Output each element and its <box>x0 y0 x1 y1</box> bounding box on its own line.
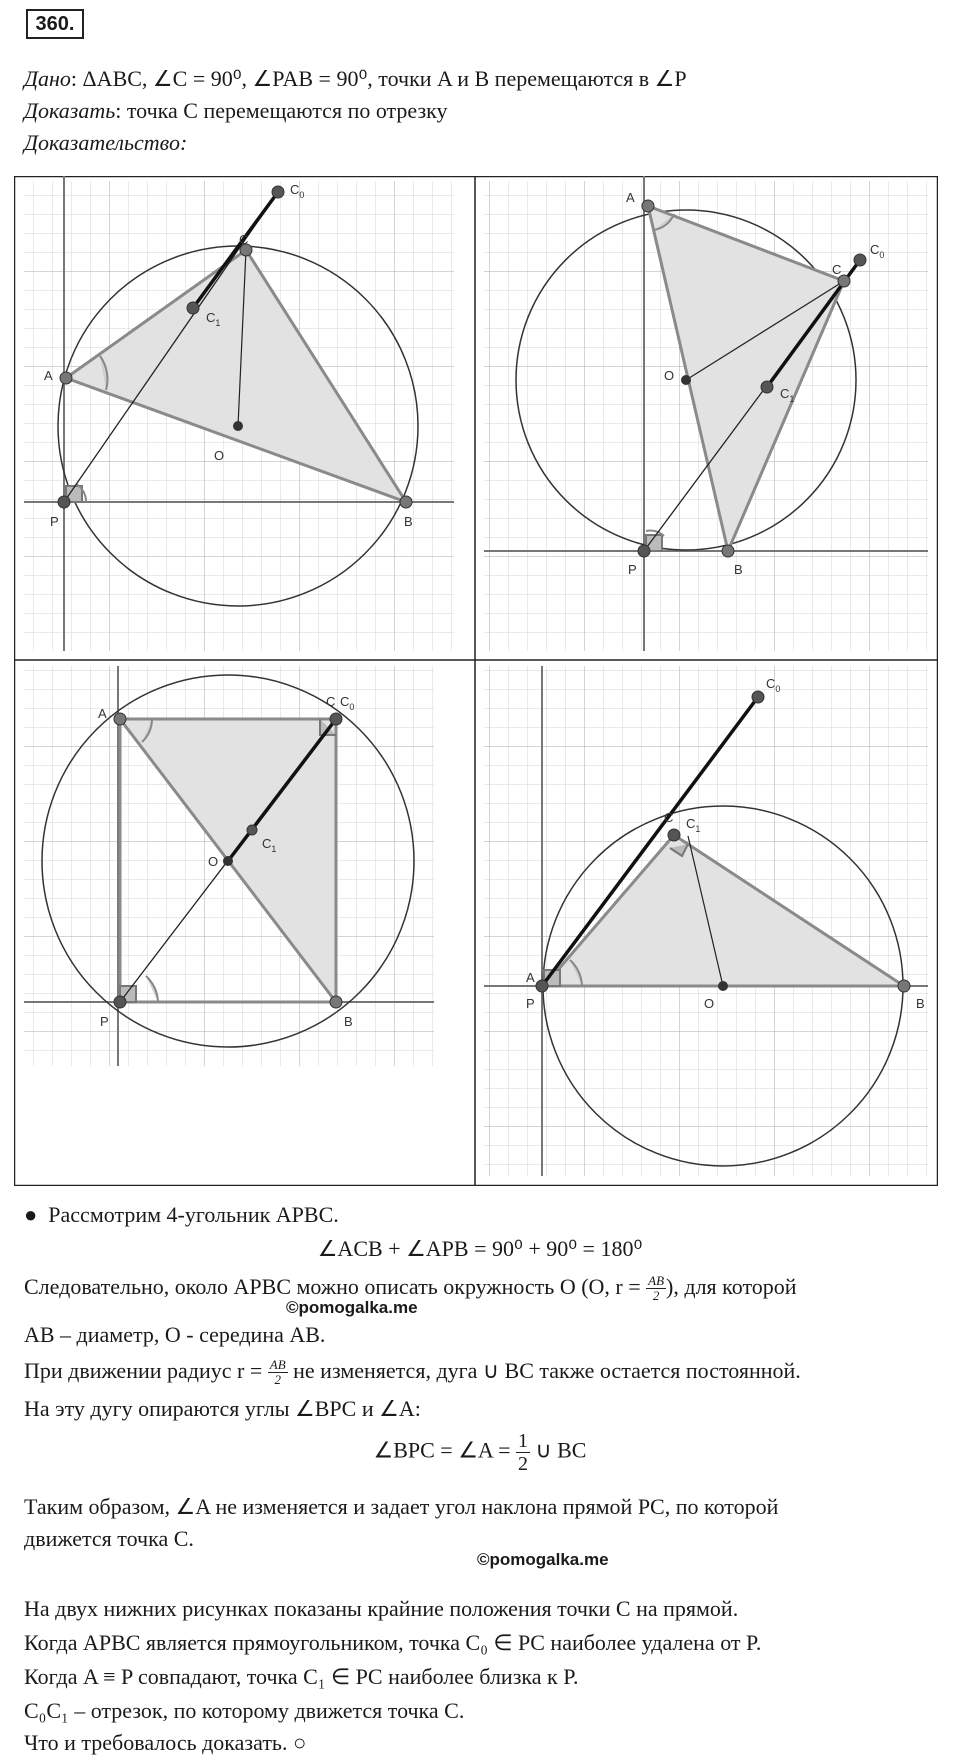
watermark-1: ©pomogalka.me <box>286 1298 418 1317</box>
fraction-1-2: $\frac{1}{2}$ <box>518 1430 529 1475</box>
label-b-1: B <box>404 514 413 529</box>
given-label: Дано <box>24 66 71 91</box>
label-c-4: C <box>664 810 674 825</box>
equation-2: ∠BPC = ∠A = $\frac{1}{2}$ ∪ BC <box>373 1430 587 1475</box>
label-c0-2: $C_0$ <box>870 242 885 260</box>
prove-label: Доказать <box>24 98 116 123</box>
label-a-3: A <box>98 706 107 721</box>
label-o-2: O <box>664 368 675 383</box>
given-line <box>24 66 687 92</box>
body-line-12: Что и требовалось доказать. ○ <box>24 1730 307 1755</box>
figure-2 <box>484 176 928 651</box>
body-line-9: Когда APBC является прямоугольником, точка C₀ ∈ PC наиболее удалена от P. <box>24 1630 762 1655</box>
body-line-11: C₀C₁ – отрезок, по которому движется точка C. <box>24 1698 465 1723</box>
label-c0-1: $C_0$ <box>290 182 305 200</box>
body-line-5: На эту дугу опираются углы ∠BPC и ∠A: <box>24 1396 421 1421</box>
label-a-1: A <box>44 368 53 383</box>
label-b-4: B <box>916 996 925 1011</box>
body-line-6: Таким образом, ∠A не изменяется и задает угол наклона прямой PC, по которой <box>24 1494 779 1519</box>
label-o-4: O <box>704 996 715 1011</box>
label-p-1: P <box>50 514 59 529</box>
body-line-2: Следовательно, около APBC можно описать окружность O (O, r = $\frac{AB}{2}$ ), для которой <box>24 1273 797 1304</box>
equation-1: ∠ACB + ∠APB = 90⁰ + 90⁰ = 180⁰ <box>317 1236 643 1261</box>
figure-1 <box>24 176 454 651</box>
figure-3 <box>24 666 434 1066</box>
label-a-2: A <box>626 190 635 205</box>
fraction-ab-2b: $\frac{AB}{2}$ <box>269 1357 286 1388</box>
bullet: ● <box>24 1202 49 1227</box>
label-c1-3: $C_1$ <box>262 836 277 854</box>
prove-text: : точка C перемещаются по отрезку <box>115 98 448 123</box>
label-c0-4: $C_0$ <box>766 676 781 694</box>
label-a-4: A <box>526 970 535 985</box>
proof-label: Доказательство: <box>24 130 188 155</box>
label-p-4: P <box>526 996 535 1011</box>
label-o-1: O <box>214 448 225 463</box>
figures-grid <box>14 176 938 1186</box>
problem-number: 360. <box>26 9 84 39</box>
body-line-3: AB – диаметр, O - середина AB. <box>24 1322 326 1347</box>
given-text: : ΔABC, ∠C = 90⁰, ∠PAB = 90⁰, точки A и B перемещаются в ∠P <box>70 66 687 91</box>
label-c-1: C <box>239 232 249 247</box>
label-c1-4: $C_1$ <box>686 816 701 834</box>
label-c1-1: $C_1$ <box>206 310 221 328</box>
body-line-1: ● Рассмотрим 4-угольник APBC. <box>24 1202 339 1227</box>
body-line-7: движется точка C. <box>24 1526 194 1551</box>
label-b-3: B <box>344 1014 353 1029</box>
label-p-3: P <box>100 1014 109 1029</box>
fraction-ab-2: $\frac{AB}{2}$ <box>648 1273 665 1304</box>
label-o-3: O <box>208 854 219 869</box>
label-c0-3: $C_0$ <box>340 694 355 712</box>
label-c-2: C <box>832 262 842 277</box>
prove-line <box>24 98 448 124</box>
watermark-2: ©pomogalka.me <box>477 1550 609 1569</box>
label-c1-2: $C_1$ <box>780 386 795 404</box>
label-p-2: P <box>628 562 637 577</box>
body-line-4: При движении радиус r = $\frac{AB}{2}$ не изменяется, дуга ∪ BC также остается постоянной. <box>24 1357 801 1388</box>
body-line-10: Когда A ≡ P совпадают, точка C₁ ∈ PC наиболее близка к P. <box>24 1664 579 1689</box>
label-b-2: B <box>734 562 743 577</box>
label-c-3: C <box>326 694 336 709</box>
figure-4 <box>484 666 928 1176</box>
body-line-8: На двух нижних рисунках показаны крайние положения точки C на прямой. <box>24 1596 739 1621</box>
